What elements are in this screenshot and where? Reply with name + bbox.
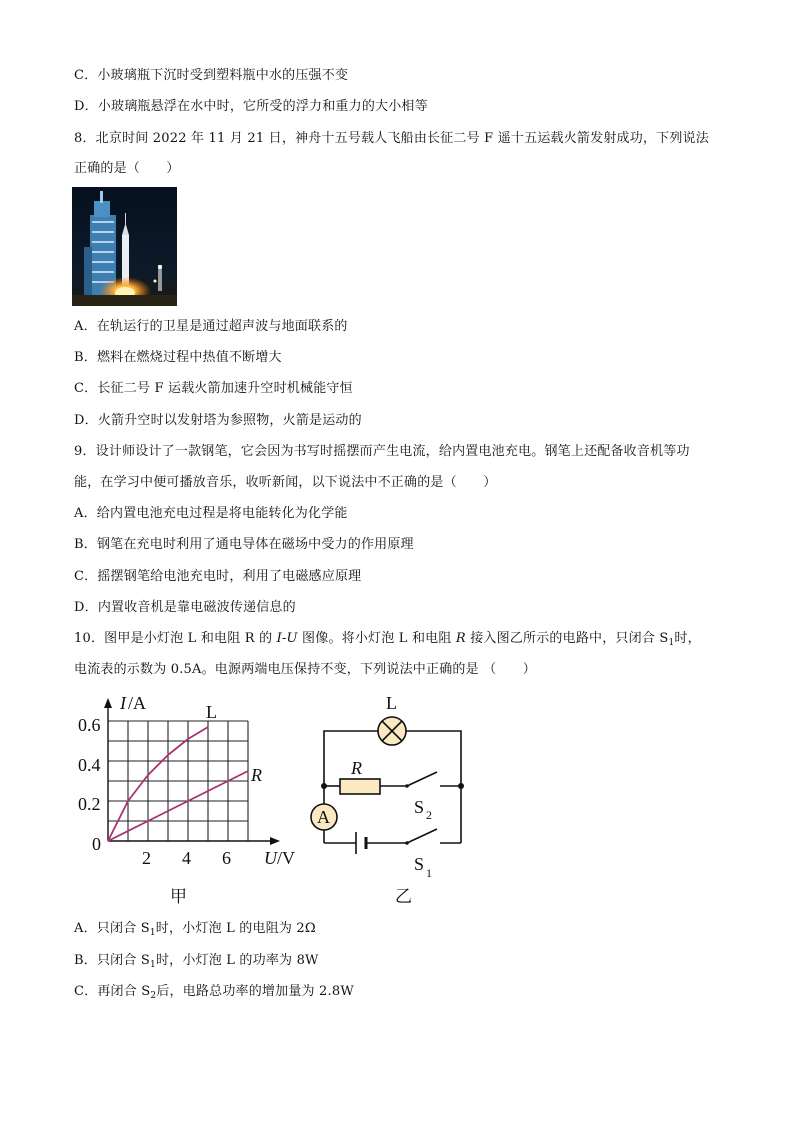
q10-option-a-sub: 1 [149, 928, 156, 938]
q10-option-c-sub: 2 [150, 991, 157, 1001]
junction-dot-left [321, 783, 327, 789]
q10-option-b-sub: 1 [150, 960, 156, 970]
q10-option-c-post: 后，电路总功率的增加量为 2.8W [156, 984, 354, 999]
y-tick-0-2: 0.2 [78, 794, 101, 814]
q10-option-b-pre: B．只闭合 S [74, 953, 150, 968]
resistor-label: R [351, 758, 362, 778]
q10-stem-line2: 电流表的示数为 0.5A。电源两端电压保持不变，下列说法中正确的是 （ ） [74, 662, 536, 677]
switch2-pivot [405, 784, 409, 788]
iu-graph-figure [70, 688, 310, 910]
q10-stem-r: R [455, 631, 466, 646]
switch1-label: S [414, 854, 425, 874]
q10-option-a-pre: A．只闭合 S [74, 921, 150, 936]
x-axis-arrow [270, 837, 280, 845]
q10-stem-part-c: 接入图乙所示的电路中，只闭合 S [465, 631, 669, 646]
q10-stem-part-a: 10．图甲是小灯泡 L 和电阻 R 的 [74, 631, 277, 646]
y-tick-0-4: 0.4 [78, 755, 101, 775]
x-tick-4: 4 [182, 848, 191, 868]
y-tick-0-6: 0.6 [78, 715, 101, 735]
y-axis-label-unit: /A [128, 693, 146, 713]
q8-option-b: B．燃料在燃烧过程中热值不断增大 [74, 350, 282, 365]
figure-jia-caption: 甲 [170, 887, 187, 907]
q9-stem-line2: 能，在学习中便可播放音乐，收听新闻，以下说法中不正确的是（ ） [74, 475, 497, 490]
circuit-figure [300, 688, 475, 910]
x-axis-label-unit: /V [277, 848, 295, 868]
resistor-symbol [340, 779, 380, 794]
q10-option-a [74, 920, 316, 938]
q8-option-a: A．在轨运行的卫星是通过超声波与地面联系的 [74, 319, 348, 334]
q9-option-b: B．钢笔在充电时利用了通电导体在磁场中受力的作用原理 [74, 537, 414, 552]
q7-option-c: C．小玻璃瓶下沉时受到塑料瓶中水的压强不变 [74, 68, 349, 83]
curve-l [108, 727, 208, 841]
q10-stem-part-b: 图像。将小灯泡 L 和电阻 [297, 631, 456, 646]
q9-option-d: D．内置收音机是靠电磁波传递信息的 [74, 600, 296, 615]
q9-stem-line1: 9．设计师设计了一款钢笔，它会因为书写时摇摆而产生电流，给内置电池充电。钢笔上还配备收音机等功 [74, 444, 690, 459]
switch1-pivot [405, 841, 409, 845]
figure-yi-caption: 乙 [395, 887, 412, 907]
y-axis-arrow [104, 698, 112, 708]
q8-stem-line1: 8．北京时间 2022 年 11 月 21 日，神舟十五号载人飞船由长征二号 F 遥十五运载火箭发射成功，下列说法 [74, 131, 709, 146]
curve-r-label: R [251, 765, 262, 785]
q9-option-c: C．摇摆钢笔给电池充电时，利用了电磁感应原理 [74, 569, 362, 584]
q8-option-d: D．火箭升空时以发射塔为参照物，火箭是运动的 [74, 413, 362, 428]
q10-stem-part-d: 时， [674, 631, 701, 646]
q10-option-c-pre: C．再闭合 S [74, 984, 151, 999]
q7-option-d: D．小玻璃瓶悬浮在水中时，它所受的浮力和重力的大小相等 [74, 99, 428, 114]
curve-l-label: L [206, 702, 217, 722]
q9-option-a: A．给内置电池充电过程是将电能转化为化学能 [74, 506, 348, 521]
switch2-label: S [414, 797, 425, 817]
lamp-label: L [386, 693, 397, 713]
q10-stem-line1 [74, 630, 701, 648]
y-axis-label-var: I [120, 693, 126, 713]
q10-stem-sub: 1 [668, 638, 675, 648]
lamp-symbol [378, 717, 406, 745]
rocket-launch-photo [72, 187, 177, 306]
q10-stem-iu: I-U [276, 631, 298, 646]
x-axis-label-var: U [264, 848, 277, 868]
q10-option-b [74, 952, 319, 970]
q10-option-c [74, 983, 354, 1001]
q10-option-b-post: 时，小灯泡 L 的功率为 8W [155, 953, 319, 968]
switch1-sub: 1 [426, 866, 432, 880]
switch2-sub: 2 [426, 808, 432, 822]
q8-option-c: C．长征二号 F 运载火箭加速升空时机械能守恒 [74, 381, 353, 396]
q8-stem-line2: 正确的是（ ） [74, 161, 180, 176]
x-tick-6: 6 [222, 848, 231, 868]
x-tick-2: 2 [142, 848, 151, 868]
junction-dot-right [458, 783, 464, 789]
ammeter-label: A [317, 807, 330, 827]
origin-label: 0 [92, 834, 101, 854]
q10-option-a-post: 时，小灯泡 L 的电阻为 2Ω [155, 921, 316, 936]
